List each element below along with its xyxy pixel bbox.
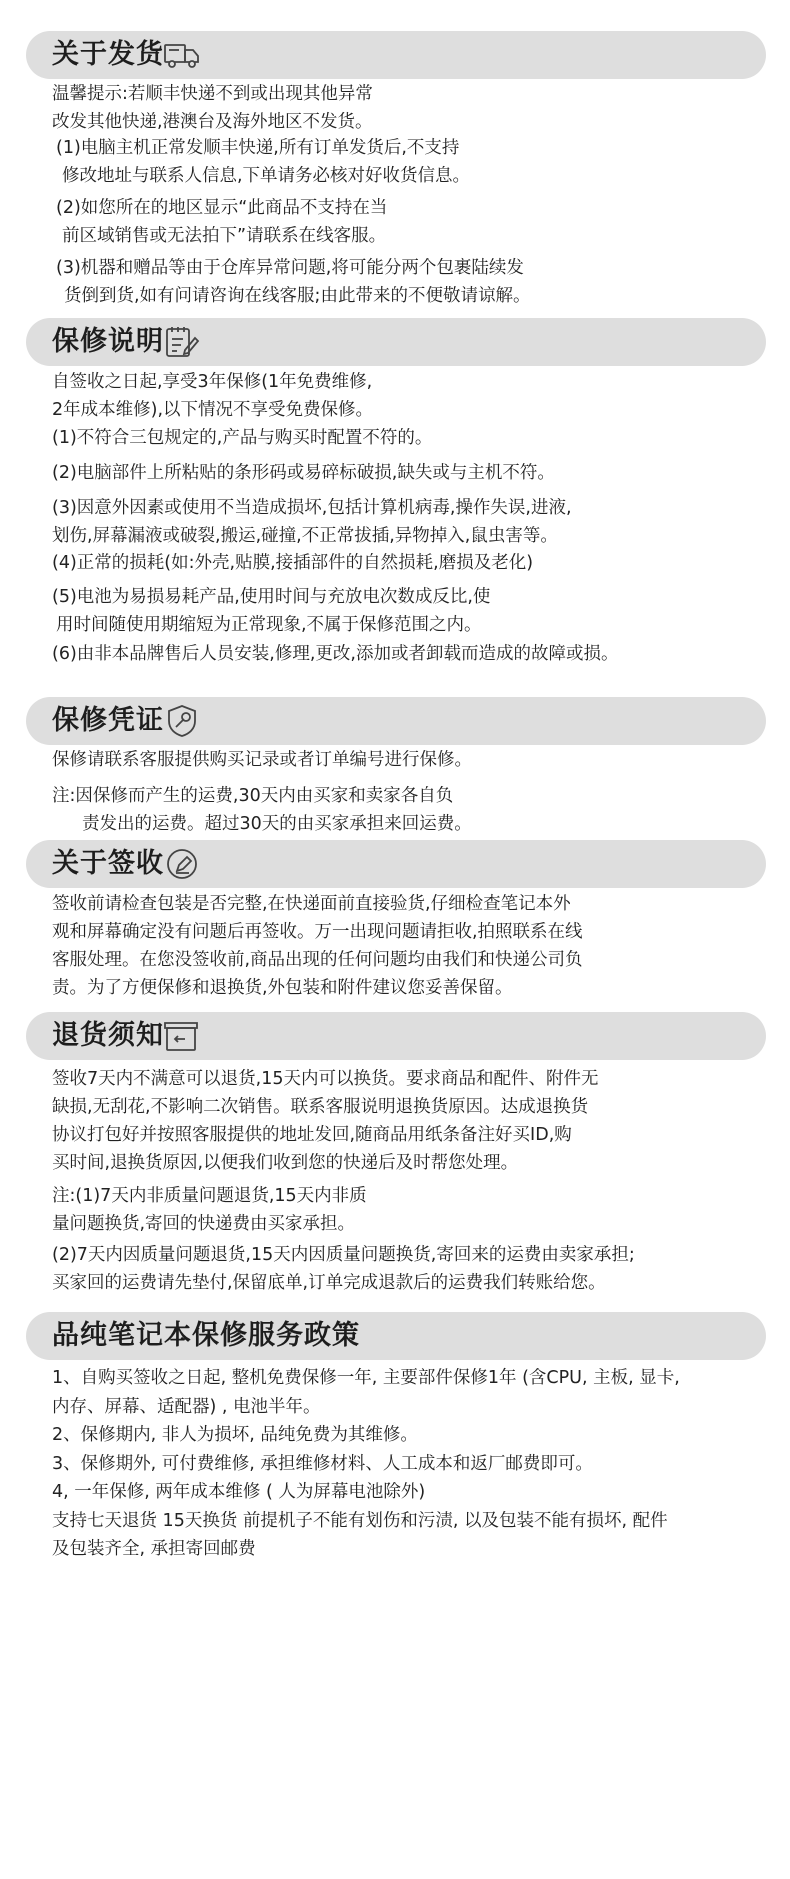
wrench-shield-icon [162,703,202,739]
policy-line: 3、保修期外, 可付费维修, 承担维修材料、人工成本和返厂邮费即可。 [52,1453,593,1474]
section-title: 关于签收 [52,848,164,879]
section-header-policy [26,1312,766,1360]
proof-note: 注:因保修而产生的运费,30天内由买家和卖家各自负 责发出的运费。超过30天的由买家承担来回运费。 [52,786,472,834]
warranty-intro: 自签收之日起,享受3年保修(1年免费维修, 2年成本维修),以下情况不享受免费保修。 [52,372,374,420]
returns-note-2: (2)7天内因质量问题退货,15天内因质量问题换货,寄回来的运费由卖家承担; 买家回的运费请先垫付,保留底单,订单完成退款后的运费我们转账给您。 [52,1245,635,1293]
policy-line: 内存、屏幕、适配器) , 电池半年。 [52,1396,321,1417]
policy-line: 支持七天退货 15天换货 前提机子不能有划伤和污渍, 以及包装不能有损坏, 配件 [52,1510,668,1531]
proof-text: 保修请联系客服提供购买记录或者订单编号进行保修。 [52,750,472,770]
policy-line: 及包装齐全, 承担寄回邮费 [52,1539,256,1559]
section-title: 保修说明 [52,326,164,357]
return-box-icon [162,1018,202,1054]
section-title: 退货须知 [52,1020,164,1051]
section-header-warranty [26,318,766,366]
policy-line: 1、自购买签收之日起, 整机免费保修一年, 主要部件保修1年 (含CPU, 主板, 显卡, [52,1368,680,1388]
warranty-item-1: (1)不符合三包规定的,产品与购买时配置不符的。 [52,428,433,448]
warranty-item-6: (6)由非本品牌售后人员安装,修理,更改,添加或者卸载而造成的故障或损。 [52,644,619,664]
warranty-item-5: (5)电池为易损易耗产品,使用时间与充放电次数成反比,使 用时间随使用期缩短为正常现象,不属于保修范围之内。 [52,587,491,635]
section-header-receipt [26,840,766,888]
warranty-item-3: (3)因意外因素或使用不当造成损坏,包括计算机病毒,操作失误,进液, 划伤,屏幕漏液或破裂,搬运,碰撞,不正常拔插,异物掉入,鼠虫害等。 [52,498,572,546]
policy-line: 2、保修期内, 非人为损坏, 品纯免费为其维修。 [52,1425,418,1445]
policy-line: 4, 一年保修, 两年成本维修 ( 人为屏幕电池除外) [52,1482,426,1502]
warranty-item-2: (2)电脑部件上所粘贴的条形码或易碎标破损,缺失或与主机不符。 [52,463,555,483]
shipping-item-1: (1)电脑主机正常发顺丰快递,所有订单发货后,不支持 修改地址与联系人信息,下单请务必核对好收货信息。 [56,138,471,186]
returns-text: 签收7天内不满意可以退货,15天内可以换货。要求商品和配件、附件无 缺损,无刮花,不影响二次销售。联系客服说明退换货原因。达成退换货 协议打包好并按照客服提供的地址发回,随商品用纸条备注好买ID,购 买时间,退换货原因,以便我们收到您的快递后及时帮您处理。 [52,1069,599,1173]
section-title: 保修凭证 [52,705,164,736]
returns-note-1: 注:(1)7天内非质量问题退货,15天内非质 量问题换货,寄回的快递费由买家承担。 [52,1186,367,1234]
section-title: 关于发货 [52,39,164,70]
policy-list [52,1364,752,1564]
shipping-item-2: (2)如您所在的地区显示“此商品不支持在当 前区域销售或无法拍下”请联系在线客服。 [56,198,388,246]
section-header-warranty-proof [26,697,766,745]
clipboard-icon [162,324,202,360]
shipping-item-3: (3)机器和赠品等由于仓库异常问题,将可能分两个包裹陆续发 货倒到货,如有问请咨询在线客服;由此带来的不便敬请谅解。 [56,258,531,306]
edit-icon [162,846,202,882]
receipt-text: 签收前请检查包装是否完整,在快递面前直接验货,仔细检查笔记本外 观和屏幕确定没有问题后再签收。万一出现问题请拒收,拍照联系在线 客服处理。在您没签收前,商品出现的任何问题均由我们和快递公司负 责。为了方便保修和退换货,外包装和附件建议您妥善保留。 [52,894,583,998]
section-title: 品纯笔记本保修服务政策 [52,1320,360,1351]
section-header-shipping [26,31,766,79]
section-header-returns [26,1012,766,1060]
truck-icon [162,37,202,73]
shipping-notice: 温馨提示:若顺丰快递不到或出现其他异常 改发其他快递,港澳台及海外地区不发货。 [52,84,373,132]
warranty-item-4: (4)正常的损耗(如:外壳,贴膜,接插部件的自然损耗,磨损及老化) [52,553,534,573]
